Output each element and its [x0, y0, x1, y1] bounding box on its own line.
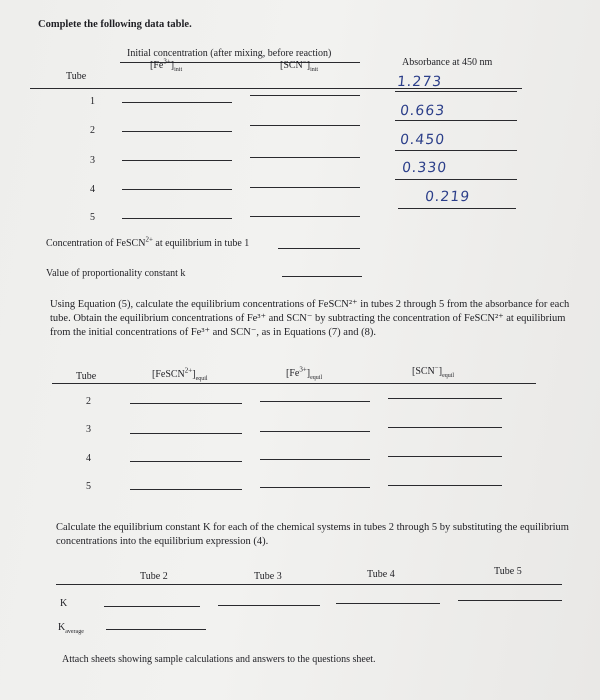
table2-col-scn: $[SCN^-]_{equil}$ — [412, 363, 455, 379]
fe-init-blank-1[interactable] — [122, 102, 232, 103]
fe-init-blank-4[interactable] — [122, 189, 232, 190]
table1-header-rule — [30, 88, 522, 89]
table2-col-fe: $[Fe^{3+}]_{equil}$ — [286, 365, 323, 381]
table3-col-tube3: Tube 3 — [254, 571, 282, 582]
proportionality-label: Value of proportionality constant k — [46, 268, 186, 279]
table3-row-k: K — [60, 598, 68, 609]
scn-init-blank-1[interactable] — [250, 95, 360, 96]
scn-init-blank-5[interactable] — [250, 216, 360, 217]
table1-col-scn-init: $[SCN^-]_{init}$ — [280, 57, 319, 73]
absorbance-blank-5[interactable] — [398, 208, 516, 209]
table2-tube-4: 4 — [86, 453, 91, 464]
table2-tube-2: 2 — [86, 396, 91, 407]
scn-init-blank-3[interactable] — [250, 157, 360, 158]
scn-init-blank-2[interactable] — [250, 125, 360, 126]
fe-init-blank-3[interactable] — [122, 160, 232, 161]
equilibrium-tube1-blank[interactable] — [278, 248, 360, 249]
table2-header-rule — [52, 383, 536, 384]
equilibrium-tube1-label: Concentration of FeSCN$^{2+}$ at equilibrium in tube 1 — [46, 235, 250, 249]
fescn-equil-blank-2[interactable] — [130, 403, 242, 404]
fe-equil-blank-3[interactable] — [260, 431, 370, 432]
absorbance-blank-1[interactable] — [395, 91, 517, 92]
absorbance-blank-3[interactable] — [395, 150, 517, 151]
table1-col-fe-init: $[Fe^{3+}]_{init}$ — [150, 57, 183, 73]
scn-equil-blank-2[interactable] — [388, 398, 502, 399]
table3-col-tube2: Tube 2 — [140, 571, 168, 582]
table3-col-tube4: Tube 4 — [367, 569, 395, 580]
instructions-equilibrium: Using Equation (5), calculate the equilibrium concentrations of FeSCN²⁺ in tubes 2 through 5 from the absorbance for each tube. Obtain the equilibrium concentrations of Fe³⁺ and SCN⁻ by subtracting the concentration of FeSCN²⁺ at equilibrium from the initial concentrations of Fe³⁺ and SCN⁻, as in Equations (7) and (8). — [50, 299, 570, 338]
table3-header-rule — [56, 584, 562, 585]
k-blank-tube3[interactable] — [218, 605, 320, 606]
scn-equil-blank-3[interactable] — [388, 427, 502, 428]
table1-tube-1: 1 — [90, 96, 95, 107]
absorbance-value-4: 0.330 — [401, 160, 448, 176]
fescn-equil-blank-5[interactable] — [130, 489, 242, 490]
absorbance-value-5: 0.219 — [424, 189, 471, 205]
table1-tube-3: 3 — [90, 155, 95, 166]
table2-tube-3: 3 — [86, 424, 91, 435]
worksheet-title: Complete the following data table. — [38, 19, 192, 30]
fe-equil-blank-5[interactable] — [260, 487, 370, 488]
k-blank-tube5[interactable] — [458, 600, 562, 601]
k-average-blank[interactable] — [106, 629, 206, 630]
fe-init-blank-2[interactable] — [122, 131, 232, 132]
fescn-equil-blank-4[interactable] — [130, 461, 242, 462]
absorbance-blank-2[interactable] — [395, 120, 517, 121]
table1-group-header: Initial concentration (after mixing, before reaction) — [127, 48, 332, 59]
table1-tube-2: 2 — [90, 125, 95, 136]
k-blank-tube2[interactable] — [104, 606, 200, 607]
table1-tube-4: 4 — [90, 184, 95, 195]
scn-equil-blank-5[interactable] — [388, 485, 502, 486]
instructions-k-calculation: Calculate the equilibrium constant K for each of the chemical systems in tubes 2 through 5 by substituting the equilibrium concentrations into the equilibrium expression (4). — [56, 522, 569, 547]
proportionality-blank[interactable] — [282, 276, 362, 277]
table2-tube-5: 5 — [86, 481, 91, 492]
fescn-equil-blank-3[interactable] — [130, 433, 242, 434]
fe-init-blank-5[interactable] — [122, 218, 232, 219]
scn-init-blank-4[interactable] — [250, 187, 360, 188]
footer-note: Attach sheets showing sample calculations and answers to the questions sheet. — [62, 654, 376, 665]
fe-equil-blank-4[interactable] — [260, 459, 370, 460]
fe-equil-blank-2[interactable] — [260, 401, 370, 402]
table1-col-absorbance: Absorbance at 450 nm — [402, 57, 493, 68]
absorbance-value-1: 1.273 — [396, 74, 443, 90]
table2-col-tube: Tube — [76, 371, 97, 382]
k-blank-tube4[interactable] — [336, 603, 440, 604]
scn-equil-blank-4[interactable] — [388, 456, 502, 457]
table1-tube-5: 5 — [90, 212, 95, 223]
absorbance-blank-4[interactable] — [395, 179, 517, 180]
absorbance-value-3: 0.450 — [399, 132, 446, 148]
absorbance-value-2: 0.663 — [399, 103, 446, 119]
table3-col-tube5: Tube 5 — [494, 566, 522, 577]
table2-col-fescn: $[FeSCN^{2+}]_{equil}$ — [152, 366, 208, 382]
table1-col-tube: Tube — [66, 71, 87, 82]
k-average-label: $K_{average}$ — [58, 622, 84, 635]
